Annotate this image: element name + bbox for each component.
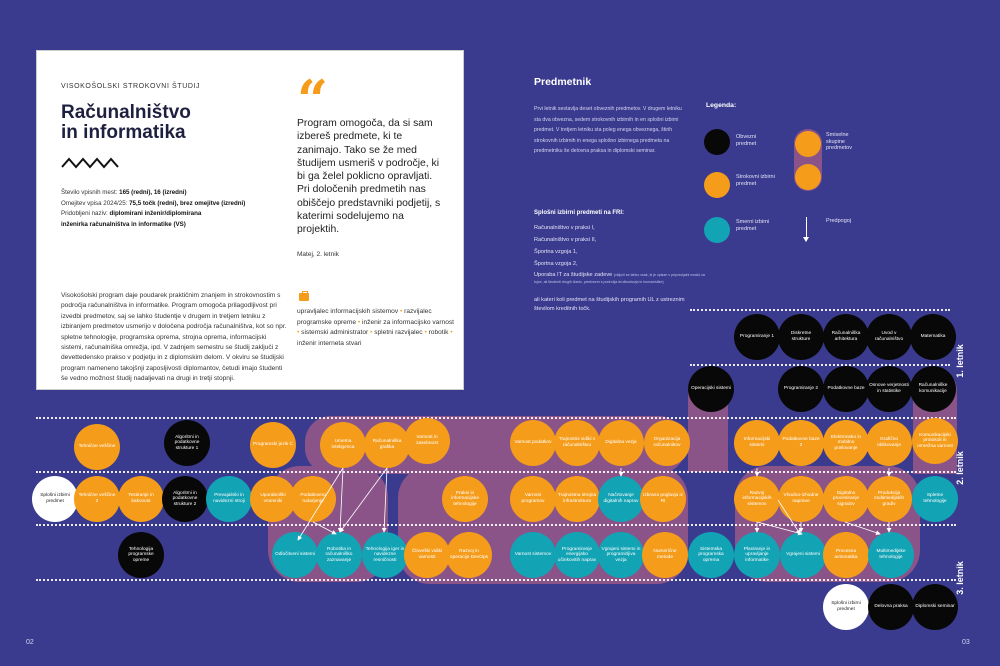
- course-node: Vgrajeni sistemi: [780, 532, 826, 578]
- general-electives-title: Splošni izbirni predmeti na FRI:: [534, 210, 625, 216]
- course-node: Uporabniški vmesniki: [250, 476, 296, 522]
- legend-required-label: Obvezni predmet: [736, 134, 757, 147]
- course-node: Programiranje energijsko učinkovitih naprav: [554, 532, 600, 578]
- course-node: Sistemska programska oprema: [688, 532, 734, 578]
- legend-pro-elective-swatch: [704, 172, 730, 198]
- course-node: Matematika: [910, 314, 956, 360]
- legend-directed-label: Smerni izbirni predmet: [736, 219, 770, 232]
- legend-title: Legenda:: [706, 102, 737, 109]
- general-electives-list: Računalništvo v praksi I, Računalništvo v praksi II, Športna vzgoja 1, Športna vzgoja 2, Uporaba IT za študijske zadeve (vključi se lahko vsak, ki je vpisan v pripravljalni modul za tujce, ali študenti drugih članic, predvsem s področja družboslovja in humanistike): [534, 225, 705, 284]
- student-quote: Program omogoča, da si sam izbereš predmete, ki te zanimajo. Tako se že med študijem usmeriš v področje, ki bi ga želel poklicno opravljati. Pri določenih predmetih nas obiščejo predstavniki podjetij, s katerimi sodelujemo na projektih.: [297, 118, 441, 236]
- divider: [36, 417, 956, 419]
- course-node: Varnost podatkov: [510, 420, 556, 466]
- course-node: Programiranje 2: [778, 366, 824, 412]
- course-node: Algoritmi in podatkovne strukture 2: [162, 476, 208, 522]
- divider: [36, 579, 956, 581]
- course-node: Uvod v računalništvo: [866, 314, 912, 360]
- course-node: Informacijski sistemi: [734, 420, 780, 466]
- course-node: Digitalna vezja: [598, 420, 644, 466]
- page-number-right: 03: [962, 639, 970, 646]
- course-node: Digitalno procesiranje signalov: [823, 476, 869, 522]
- course-node: Načrtovanje digitalnih naprav: [598, 476, 644, 522]
- course-node: Delovna praksa: [868, 584, 914, 630]
- legend-group-dot-bottom: [795, 164, 821, 190]
- zigzag-icon: [61, 157, 119, 169]
- divider: [690, 309, 950, 311]
- predmetnik-text: Prvi letnik sestavlja deset obveznih predmetov. V drugem letniku sta dva obvezna, sedem strokovnih izbirnih in en splošni izbirni predmet. V tretjem letniku sta poleg enega obveznega, štirih strokovnih izbirnih in enega splošno izbirnega predmeta na predmetniku še delovna praksa in diplomski seminar.: [534, 106, 682, 154]
- course-node: Diskretne strukture: [778, 314, 824, 360]
- course-node: Varnost in zasebnost: [404, 418, 450, 464]
- course-node: Grafično oblikovanje: [866, 420, 912, 466]
- course-node: Osnove verjetnosti in statistike: [866, 366, 912, 412]
- general-electives-note: ali kateri koli predmet na študijskih programih UL z ustreznim številom kreditnih točk.: [534, 297, 685, 312]
- program-title: Računalništvo in informatika: [61, 102, 191, 143]
- course-node: Komunikacijski protokoli in omrežna varnost: [912, 418, 958, 464]
- course-node: Praksi in informacijske tehnologije: [442, 476, 488, 522]
- course-node: Podatkovne baze 2: [778, 420, 824, 466]
- program-kicker: VISOKOŠOLSKI STROKOVNI ŠTUDIJ: [61, 83, 201, 90]
- course-node: Umetna inteligenca: [320, 422, 366, 468]
- course-node: Izbrana poglavja iz RI: [640, 476, 686, 522]
- careers-list: upravljalec informacijskih sistemov • razvijalec programske opreme • inženir za informacijsko varnost • sistemski administrator • spletni razvijalec • robotik • inženir interneta stvari: [297, 308, 454, 347]
- course-node: Programiranje 1: [734, 314, 780, 360]
- program-card: [36, 50, 464, 390]
- course-node: Človeški vidiki varnosti: [404, 532, 450, 578]
- course-node: Numerične metode: [642, 532, 688, 578]
- divider: [36, 524, 956, 526]
- course-node: Prevajalniki in navidezni stroji: [206, 476, 252, 522]
- course-node: Trajnostni vidiki v računalništvu: [554, 420, 600, 466]
- legend-groups-label: Smiselne skupine predmetov: [826, 132, 852, 152]
- course-node: Testiranje in kakovost: [118, 476, 164, 522]
- course-node: Računalniška grafika: [364, 422, 410, 468]
- legend-directed-swatch: [704, 217, 730, 243]
- legend-prereq-label: Predpogoj: [826, 218, 852, 224]
- legend-pro-elective-label: Strokovni izbirni predmet: [736, 174, 775, 187]
- course-node: Razvoj informacijskih sistemov: [734, 476, 780, 522]
- course-node: Spletne tehnologije: [912, 476, 958, 522]
- course-node: Procesna avtomatika: [823, 532, 869, 578]
- course-node: Operacijski sistemi: [688, 366, 734, 412]
- course-node: Podatkovne baze: [823, 366, 869, 412]
- course-node: Multimedijske tehnologije: [868, 532, 914, 578]
- course-node: Produkcija multimedijskih gradiv: [866, 476, 912, 522]
- quote-author: Matej, 2. letnik: [297, 251, 339, 258]
- course-node: Elektronsko in mobilno poslovanje: [823, 420, 869, 466]
- course-node: Algoritmi in podatkovne strukture 1: [164, 420, 210, 466]
- year-label-3: 3. letnik: [954, 561, 965, 595]
- course-node: Tehnologija programske opreme: [118, 532, 164, 578]
- course-node: Podatkovno rudarjenje: [290, 476, 336, 522]
- page-number-left: 02: [26, 639, 34, 646]
- course-node: Računalniške komunikacije: [910, 366, 956, 412]
- program-description: Visokošolski program daje poudarek praktičnim znanjem in strokovnostim s področja računalništva in informatike. Program omogoča prilagodljivost pri izvedbi predmetov, saj se lahko študentje v drugem in tretjem letniku z izbiranjem predmetov usmerijo v določena področja računalništva, kot so npr. spletne tehnologije, programska oprema, strojna oprema, informacijski sistemi, računalniška omrežja, ipd. V zadnjem semestru se študij zaključi z devettedensko prakso v podjetju in z diplomskim delom. V okviru se študijski program nameneno takojšnji zaposljivosti diplomantov, četudi imajo študenti še vedno možnost študij nadaljevati na drugi in tretji stopnji.: [61, 292, 287, 383]
- legend-required-swatch: [704, 129, 730, 155]
- briefcase-icon: [299, 293, 309, 301]
- divider: [690, 364, 950, 366]
- course-node: Tehnične veščine 2: [74, 476, 120, 522]
- course-node: Varnost sistemov: [510, 532, 556, 578]
- course-node: Diplomski seminar: [912, 584, 958, 630]
- course-node: Trajnostna strojna infrastruktura: [554, 476, 600, 522]
- course-node: Računalniška arhitektura: [823, 314, 869, 360]
- divider: [36, 471, 956, 473]
- program-facts: Število vpisnih mest: 165 (redni), 16 (izredni) Omejitev vpisa 2024/25: 75,5 točk (redni), brez omejitve (izredni) Pridobljeni naziv: diplomirani inženir/diplomirana inženirka računalništva in informatike (VS): [61, 189, 246, 228]
- course-node: Organizacija računalnikov: [644, 420, 690, 466]
- course-node: Razvoj in operacije DevOps: [446, 532, 492, 578]
- course-node: Varnost programov: [510, 476, 556, 522]
- course-node: Splošni izbirni predmet: [32, 476, 78, 522]
- year-label-1: 1. letnik: [954, 344, 965, 378]
- legend-group-dot-top: [795, 131, 821, 157]
- course-node: Planiranje in upravljanje informatike: [734, 532, 780, 578]
- course-node: Tehnologija iger in navidezne resničnosti: [362, 532, 408, 578]
- year-label-2: 2. letnik: [954, 451, 965, 485]
- course-node: Tehnične veščine: [74, 424, 120, 470]
- course-node: Robotika in računalniško zaznavanje: [316, 532, 362, 578]
- predmetnik-title: Predmetnik: [534, 76, 592, 88]
- quote-icon: “: [297, 68, 329, 132]
- legend-arrow-icon: [806, 217, 807, 241]
- course-node: Odločitveni sistemi: [272, 532, 318, 578]
- course-node: Vhodno-izhodne naprave: [778, 476, 824, 522]
- course-node: Splošni izbirni predmet: [823, 584, 869, 630]
- course-node: Programski jezik C: [250, 422, 296, 468]
- course-node: Vgrajeni sistemi in programirljiva vezja: [598, 532, 644, 578]
